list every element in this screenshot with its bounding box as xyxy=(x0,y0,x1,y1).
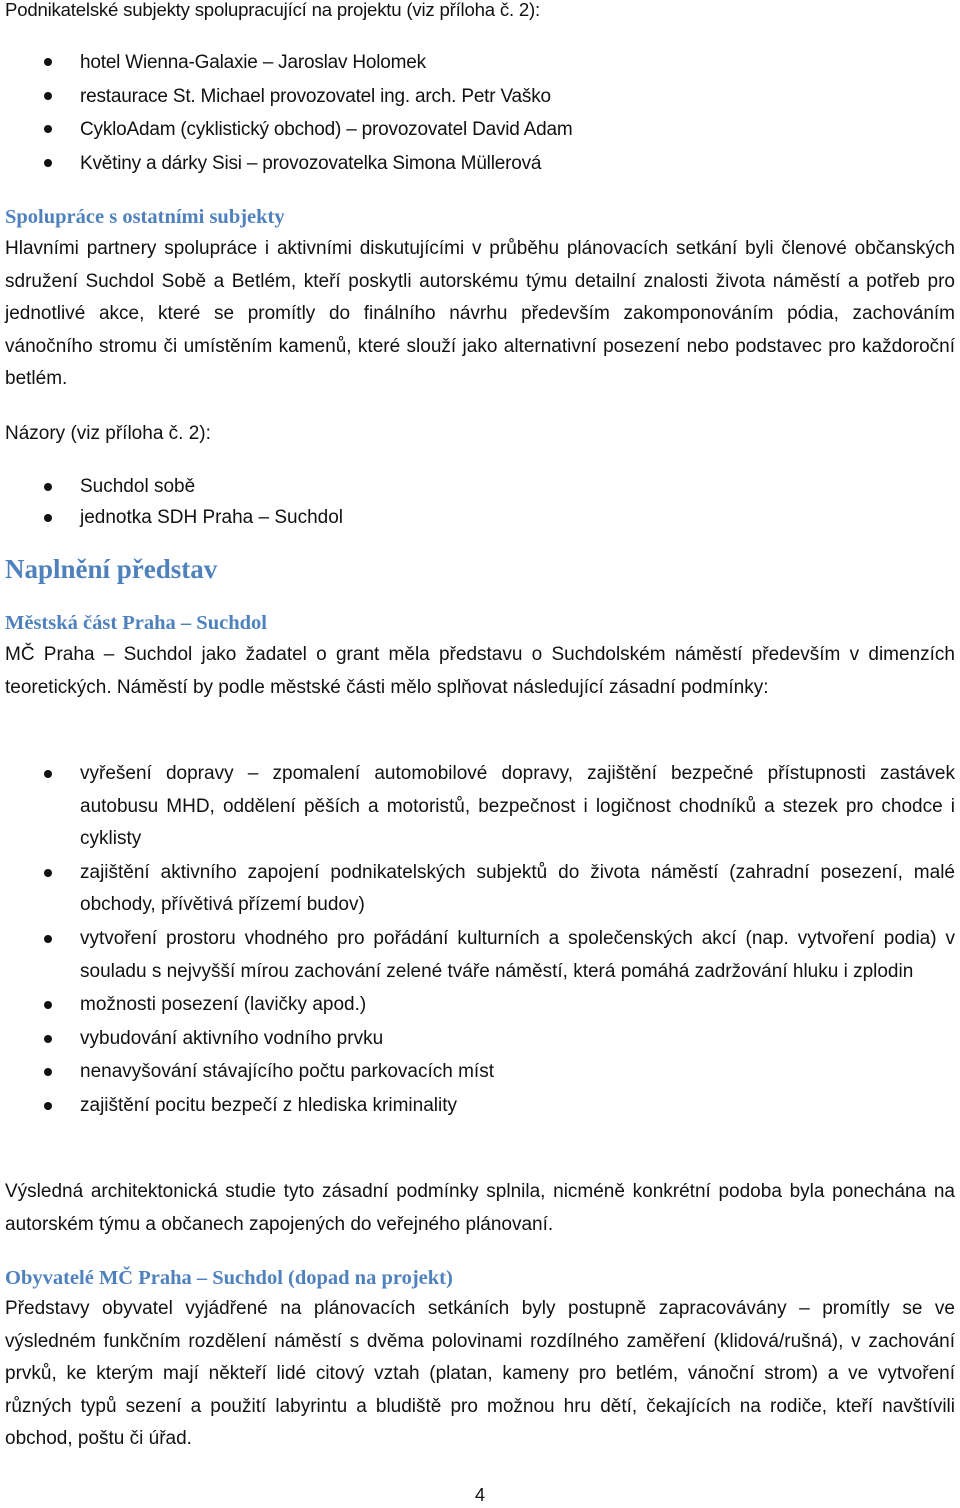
opinions-list xyxy=(5,471,955,533)
list-item: možnosti posezení (lavičky apod.) xyxy=(5,989,955,1022)
list-item: Suchdol sobě xyxy=(5,471,955,502)
list-item: vytvoření prostoru vhodného pro pořádání kulturních a společenských akcí (nap. vytvoření podia) v souladu s nejvyšší mírou zachování zelené tváře náměstí, která pomáhá zadržování hluku i zplodin xyxy=(5,923,955,988)
cooperation-paragraph: Hlavními partnery spolupráce i aktivními diskutujícími v průběhu plánovacích setkání byli členové občanských sdružení Suchdol Sobě a Betlém, kteří poskytli autorskému týmu detailní znalosti života náměstí a potřeb pro jednotlivé akce, které se promítly do finálního návrhu především zakomponováním pódia, zachováním vánočního stromu či umístěním kamenů, které slouží jako alternativní posezení nebo podstavec pro každoroční betlém. xyxy=(5,238,955,390)
business-list xyxy=(5,46,955,180)
list-item: restaurace St. Michael provozovatel ing. arch. Petr Vaško xyxy=(5,80,955,114)
list-item: CykloAdam (cyklistický obchod) – provozovatel David Adam xyxy=(5,113,955,147)
list-item: vybudování aktivního vodního prvku xyxy=(5,1023,955,1056)
opinions-label: Názory (viz příloha č. 2): xyxy=(5,423,211,444)
result-paragraph: Výsledná architektonická studie tyto zásadní podmínky splnila, nicméně konkrétní podoba byla ponechána na autorském týmu a občanech zapojených do veřejného plánovaní. xyxy=(5,1181,955,1235)
section-title-fulfillment: Naplnění představ xyxy=(5,554,218,584)
page-number: 4 xyxy=(474,1485,485,1505)
list-item: zajištění aktivního zapojení podnikatelských subjektů do života náměstí (zahradní posezení, malé obchody, přívětivá přízemí budov) xyxy=(5,857,955,922)
section-heading-cooperation: Spolupráce s ostatními subjekty xyxy=(5,206,285,228)
list-item: Květiny a dárky Sisi – provozovatelka Simona Müllerová xyxy=(5,147,955,181)
conditions-list xyxy=(5,758,955,1123)
residents-paragraph: Představy obyvatel vyjádřené na plánovacích setkáních byly postupně zapracovávány – promítly se ve výsledném funkčním rozdělení náměstí s dvěma polovinami rozdílného zaměření (klidová/rušná), v zachování prvků, ke kterým mají někteří lidé citový vztah (platan, kameny pro betlém, vánoční strom) a ve vytvoření různých typů sezení a použití labyrintu a bludiště pro možnou hru dětí, čekajících na rodiče, kteří navštívili obchod, poštu či úřad. xyxy=(5,1298,955,1450)
district-paragraph: MČ Praha – Suchdol jako žadatel o grant měla představu o Suchdolském náměstí především v dimenzích teoretických. Náměstí by podle městské části mělo splňovat následující zásadní podmínky: xyxy=(5,644,955,698)
intro-heading: Podnikatelské subjekty spolupracující na projektu (viz příloha č. 2): xyxy=(5,0,540,20)
section-heading-residents: Obyvatelé MČ Praha – Suchdol (dopad na projekt) xyxy=(5,1267,453,1289)
list-item: vyřešení dopravy – zpomalení automobilové dopravy, zajištění bezpečné přístupnosti zastávek autobusu MHD, oddělení pěších a motoristů, bezpečnost i logičnost chodníků a stezek pro chodce i cyklisty xyxy=(5,758,955,856)
list-item: hotel Wienna-Galaxie – Jaroslav Holomek xyxy=(5,46,955,80)
list-item: nenavyšování stávajícího počtu parkovacích míst xyxy=(5,1056,955,1089)
list-item: zajištění pocitu bezpečí z hlediska kriminality xyxy=(5,1090,955,1123)
section-heading-district: Městská část Praha – Suchdol xyxy=(5,612,267,634)
list-item: jednotka SDH Praha – Suchdol xyxy=(5,502,955,533)
